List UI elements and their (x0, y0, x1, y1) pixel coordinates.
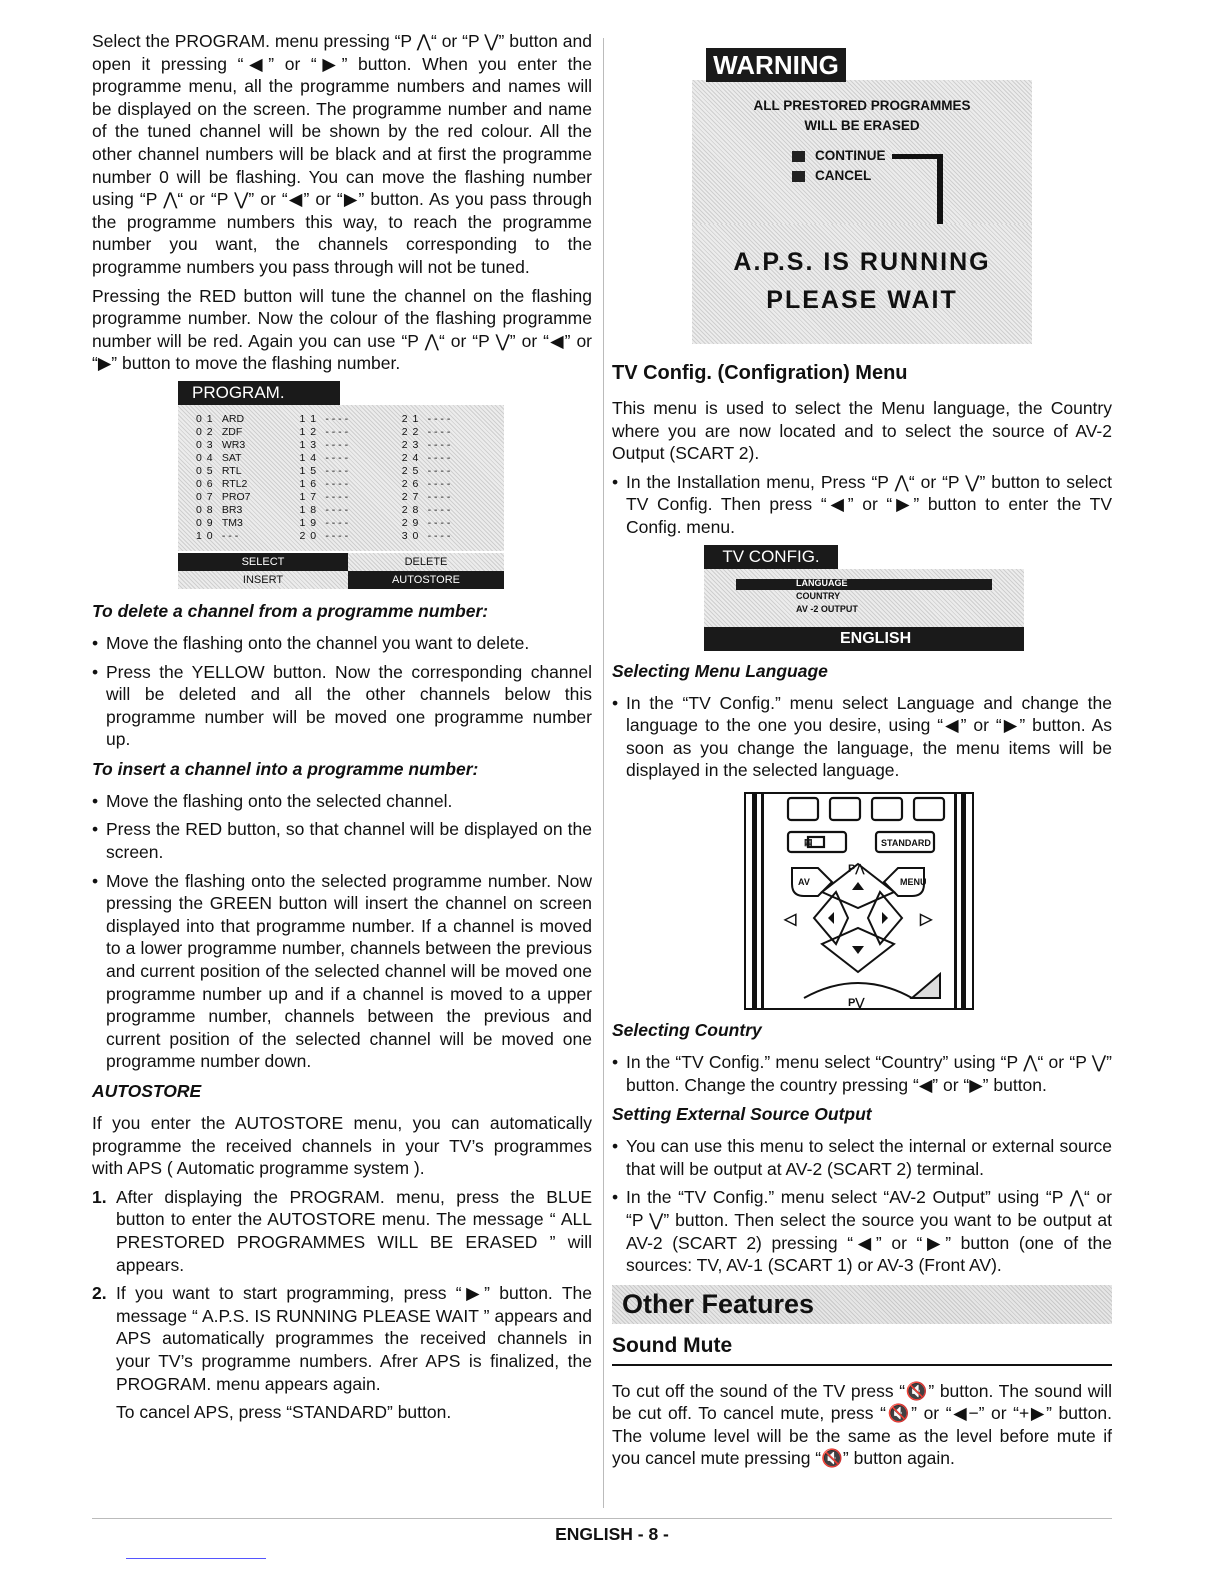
program-number: 3 0 (401, 529, 420, 542)
channel-name: - - - - (427, 451, 451, 464)
channel-name: - - - - (325, 412, 349, 425)
cancel-key-icon (792, 171, 805, 182)
insert-heading: To insert a channel into a programme number: (92, 758, 479, 779)
insert-label: INSERT (178, 571, 348, 589)
program-number: 0 2 (196, 425, 214, 438)
insert-bullet-1: • Move the flashing onto the selected channel. (92, 790, 453, 811)
channel-name: - - - - (427, 529, 451, 542)
autostore-step-1: 1. After displaying the PROGRAM. menu, press the BLUE button to enter the AUTOSTORE menu. The message “ ALL PRESTORED PROGRAMMES WILL BE ERASED ” will appears. (92, 1186, 592, 1275)
warning-box (692, 80, 1032, 228)
program-number: 2 0 (299, 529, 318, 542)
channel-name: PRO7 (221, 490, 251, 503)
channel-name: - - - - (427, 477, 451, 490)
channel-name: - - - - (325, 464, 349, 477)
external-output-heading: Setting External Source Output (612, 1104, 872, 1125)
country-bullet: • In the “TV Config.” menu select “Country” using “P ⋀“ or “P ⋁” button. Change the country pressing “◀” or “▶” button. (612, 1051, 1112, 1095)
warning-screenshot (692, 48, 1032, 348)
program-number: 0 4 (196, 451, 214, 464)
channel-name: ZDF (221, 425, 243, 438)
tvconfig-menu-body (704, 569, 1024, 627)
channel-name: RTL2 (221, 477, 248, 490)
program-number: 0 7 (196, 490, 214, 503)
insert-bullet-2: • Press the RED button, so that channel will be displayed on the screen. (92, 819, 592, 863)
channel-name: - - - - (325, 490, 349, 503)
program-row (196, 465, 504, 478)
remote-control-illustration (744, 792, 974, 1010)
aps-box (692, 224, 1032, 344)
channel-name: - - - - (427, 516, 451, 529)
program-row (196, 439, 504, 452)
right-column (612, 30, 1112, 1476)
sound-mute-heading: Sound Mute (612, 1334, 1112, 1366)
program-menu-bar-2 (178, 571, 504, 589)
tvconfig-highlight (736, 579, 992, 590)
delete-bullet-2: • Press the YELLOW button. Now the corresponding channel will be deleted and all the other channels below this programme number will be moved one programme number up. (92, 661, 592, 750)
tvconfig-paragraph: This menu is used to select the Menu language, the Country where you are now located and to select the source of AV-2 Output (SCART 2). (612, 398, 1112, 464)
delete-heading: To delete a channel from a programme number: (92, 600, 489, 621)
program-row (196, 504, 504, 517)
program-number: 1 5 (299, 464, 318, 477)
delete-label: DELETE (348, 553, 504, 571)
external-output-bullet-1: • You can use this menu to select the internal or external source that will be output at AV-2 (SCART 2) terminal. (612, 1136, 1112, 1179)
volume-up-icon: ▷ (920, 910, 933, 928)
autostore-step-2: 2. If you want to start programming, press “▶” button. The message “ A.P.S. IS RUNNING PLEASE WAIT ” appears and APS automatically programmes the received channels in your TV’s programme numbers. Afrer APS is finalized, the PROGRAM. menu appears again. (92, 1283, 592, 1394)
program-number: 1 3 (299, 438, 318, 451)
menu-language-bullet: • In the “TV Config.” menu select Language and change the language to the one you desire, using “◀” or “▶” button. As soon as you change the language, the menu items will be displayed in the selected language. (612, 692, 1112, 781)
program-menu-bar-1 (178, 553, 504, 571)
channel-name: - - - - (325, 529, 349, 542)
external-output-bullet-2: • In the “TV Config.” menu select “AV-2 Output” using “P ⋀“ or “P ⋁” button. Then select the source you want to be output at AV-2 (SCART 2) pressing “◀” or “▶” button (one of the sources: TV, AV-1 (SCART 1) or AV-3 (Front AV). (612, 1187, 1112, 1276)
autostore-label: AUTOSTORE (348, 571, 504, 589)
continue-option: CONTINUE (792, 148, 886, 163)
menu-button-label: MENU (900, 876, 927, 887)
channel-name: - - - - (325, 451, 349, 464)
channel-name: - - - (221, 529, 239, 542)
program-number: 1 7 (299, 490, 318, 503)
program-number: 1 6 (299, 477, 318, 490)
channel-name: - - - - (325, 425, 349, 438)
intro-paragraph-2: Pressing the RED button will tune the channel on the flashing programme number. Now the colour of the flashing programme number will be red. Again you can use “P ⋀“ or “P ⋁” or “◀” or “▶” button to move the flashing number. (92, 285, 592, 374)
program-number: 2 7 (401, 490, 420, 503)
program-number: 2 1 (401, 412, 420, 425)
warning-title: WARNING (706, 48, 846, 82)
program-row (196, 413, 504, 426)
tt-icon: ▤ (804, 836, 813, 847)
other-features-banner: Other Features (612, 1285, 1112, 1324)
country-heading: Selecting Country (612, 1019, 762, 1040)
tvconfig-bullet-1: • In the Installation menu, Press “P ⋀“ or “P ⋁” button to select TV Config. Then press “◀” or “▶” button to enter the TV Config. menu. (612, 471, 1112, 537)
channel-name: - - - - (427, 438, 451, 451)
channel-name: - - - - (427, 412, 451, 425)
p-down-label: P⋁ (848, 996, 865, 1009)
channel-name: SAT (221, 451, 242, 464)
program-number: 2 6 (401, 477, 420, 490)
program-number: 0 5 (196, 464, 214, 477)
program-number: 0 9 (196, 516, 214, 529)
channel-name: TM3 (221, 516, 243, 529)
program-number: 2 8 (401, 503, 420, 516)
program-number: 2 9 (401, 516, 420, 529)
channel-name: - - - - (325, 477, 349, 490)
aps-running-text: A.P.S. IS RUNNING (733, 248, 991, 276)
program-menu-screenshot (178, 381, 504, 593)
page-footer: ENGLISH - 8 - (555, 1524, 669, 1544)
program-number: 0 1 (196, 412, 214, 425)
p-up-label: P⋀ (848, 862, 865, 875)
program-row (196, 478, 504, 491)
program-row (196, 530, 504, 543)
program-number: 0 6 (196, 477, 214, 490)
channel-name: - - - - (427, 425, 451, 438)
channel-name: - - - - (427, 503, 451, 516)
cancel-option: CANCEL (792, 168, 871, 183)
program-number: 0 3 (196, 438, 214, 451)
program-number: 1 0 (196, 529, 214, 542)
tvconfig-language-value: ENGLISH (704, 627, 1024, 651)
program-row (196, 491, 504, 504)
tvconfig-item-country: COUNTRY (796, 590, 841, 601)
channel-name: ARD (221, 412, 245, 425)
channel-name: BR3 (221, 503, 243, 516)
continue-key-icon (792, 151, 805, 162)
channel-name: - - - - (427, 490, 451, 503)
delete-bullet-1: • Move the flashing onto the channel you want to delete. (92, 632, 530, 653)
cancel-aps-text: To cancel APS, press “STANDARD” button. (116, 1402, 452, 1423)
program-number: 1 2 (299, 425, 318, 438)
channel-name: - - - - (427, 464, 451, 477)
left-column (92, 30, 592, 1430)
tvconfig-title: TV CONFIG. (704, 545, 838, 569)
intro-paragraph-1: Select the PROGRAM. menu pressing “P ⋀“ or “P ⋁” button and open it pressing “◀” or “▶” button. When you enter the programme menu, all the programme numbers and names will be displayed on the screen. The programme number and name of the tuned channel will be shown by the red colour. All the other channel numbers will be black and at first the programme number 0 will be flashing. You can move the flashing number using “P ⋀“ or “P ⋁” or “◀” or “▶” button. As you pass through the programme numbers this way, to reach the programme number you want, the channels corresponding to the programme numbers you pass through will not be tuned. (92, 31, 592, 277)
program-number: 1 1 (299, 412, 318, 425)
select-label: SELECT (178, 553, 348, 571)
av-button-label: AV (798, 876, 810, 887)
program-menu-grid (178, 405, 504, 551)
program-table (196, 413, 504, 543)
autostore-paragraph: If you enter the AUTOSTORE menu, you can automatically programme the received channels in your TV’s programmes with APS ( Automatic programme system ). (92, 1113, 592, 1179)
menu-language-heading: Selecting Menu Language (612, 660, 828, 681)
program-row (196, 426, 504, 439)
channel-name: RTL (221, 464, 242, 477)
program-number: 0 8 (196, 503, 214, 516)
program-number: 2 3 (401, 438, 420, 451)
warning-line-1: ALL PRESTORED PROGRAMMES (753, 98, 971, 113)
sound-mute-paragraph: To cut off the sound of the TV press “🔇” button. The sound will be cut off. To cancel mute, press “🔇” or “◀−” or “+▶” button. The volume level will be the same as the level before mute if you cancel mute pressing “🔇” button again. (612, 1380, 1112, 1469)
program-number: 2 2 (401, 425, 420, 438)
program-menu-title: PROGRAM. (178, 381, 340, 405)
program-number: 1 4 (299, 451, 318, 464)
tvconfig-item-av2: AV -2 OUTPUT (796, 603, 858, 614)
program-number: 2 5 (401, 464, 420, 477)
standard-button-label: STANDARD (881, 837, 931, 848)
channel-name: - - - - (325, 503, 349, 516)
program-number: 1 8 (299, 503, 318, 516)
program-number: 2 4 (401, 451, 420, 464)
insert-bullet-3: • Move the flashing onto the selected programme number. Now pressing the GREEN button will insert the channel on screen displayed into that programme number. If a channel is moved to a lower programme number, channels between the previous and current position of the selected channel will be moved one programme number up and if a channel is moved to a upper programme number, channels between the previous and current position of the selected channel will be moved one programme number down. (92, 870, 592, 1072)
program-row (196, 452, 504, 465)
channel-name: - - - - (325, 438, 349, 451)
footer-link-underline (126, 1558, 266, 1559)
channel-name: - - - - (325, 516, 349, 529)
column-divider (603, 38, 604, 1508)
program-number: 1 9 (299, 516, 318, 529)
aps-wait-text: PLEASE WAIT (766, 286, 958, 314)
autostore-heading: AUTOSTORE (92, 1081, 202, 1101)
program-row (196, 517, 504, 530)
footer-rule (92, 1518, 1112, 1519)
tvconfig-screenshot (704, 545, 1024, 651)
channel-name: WR3 (221, 438, 246, 451)
volume-down-icon: ◁ (784, 910, 797, 928)
tvconfig-item-language: LANGUAGE (796, 577, 848, 588)
tvconfig-heading: TV Config. (Configration) Menu (612, 362, 908, 384)
warning-line-2: WILL BE ERASED (804, 118, 920, 133)
